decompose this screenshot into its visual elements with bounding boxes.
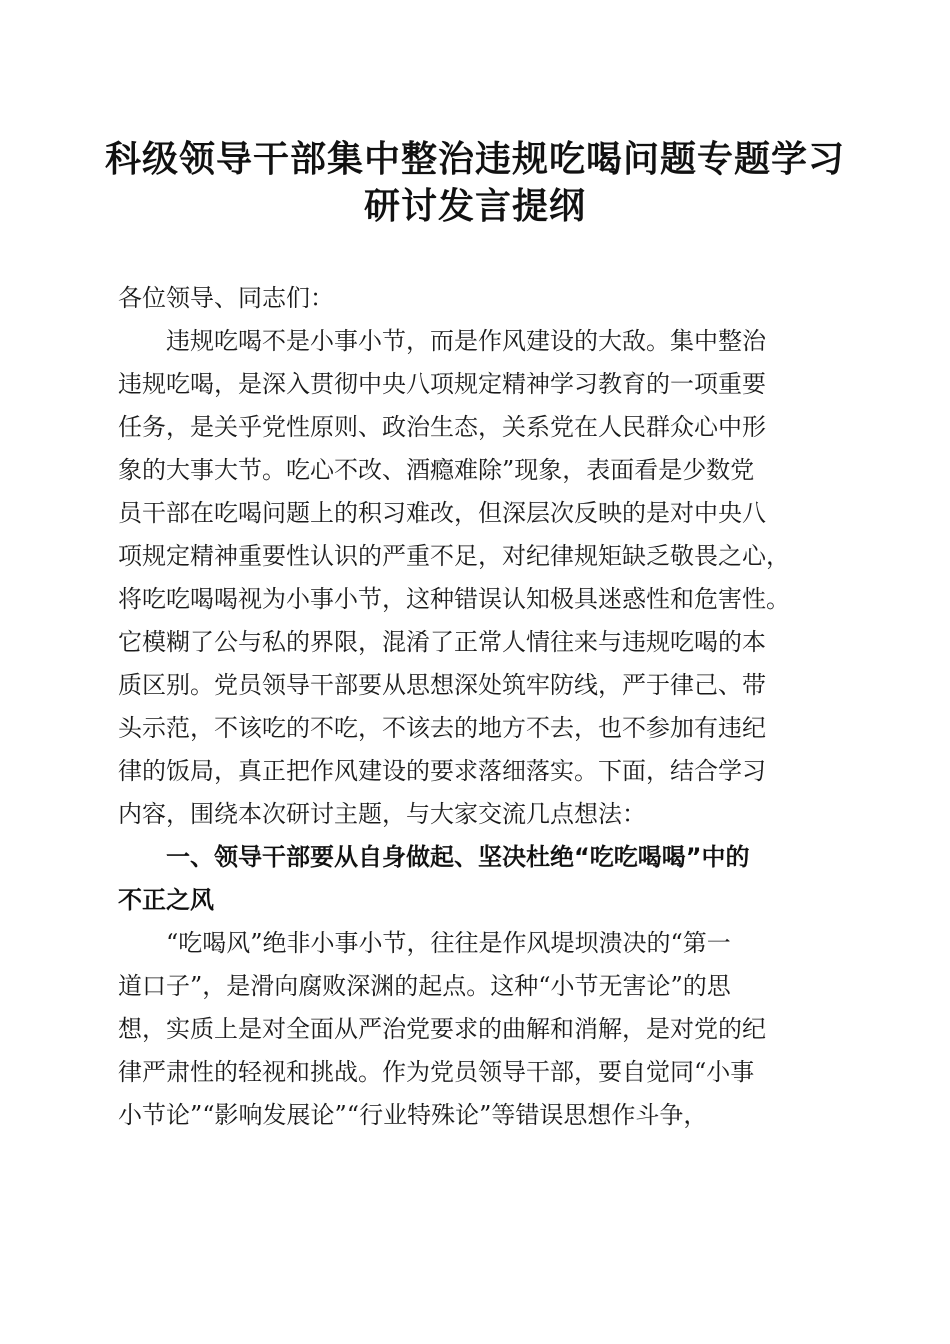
- intro-line-9: 质区别。党员领导干部要从思想深处筑牢防线，严于律己、带: [118, 671, 766, 699]
- section-1-line-5: 小节论”“影响发展论”“行业特殊论”等错误思想作斗争，: [118, 1101, 708, 1129]
- intro-line-5: 员干部在吃喝问题上的积习难改，但深层次反映的是对中央八: [118, 499, 766, 527]
- document-title-line-2: 研讨发言提纲: [363, 185, 586, 227]
- intro-line-2: 违规吃喝，是深入贯彻中央八项规定精神学习教育的一项重要: [118, 370, 766, 398]
- intro-line-3: 任务，是关乎党性原则、政治生态，关系党在人民群众心中形: [118, 413, 766, 441]
- section-1-line-4: 律严肃性的轻视和挑战。作为党员领导干部，要自觉同“小事: [118, 1058, 755, 1086]
- salutation: 各位领导、同志们：: [118, 284, 334, 312]
- section-1-line-3: 想，实质上是对全面从严治党要求的曲解和消解，是对党的纪: [118, 1015, 766, 1043]
- intro-line-6: 项规定精神重要性认识的严重不足，对纪律规矩缺乏敬畏之心，: [118, 542, 790, 570]
- intro-line-8: 它模糊了公与私的界限，混淆了正常人情往来与违规吃喝的本: [118, 628, 766, 656]
- section-1-line-1: “吃喝风”绝非小事小节，往往是作风堤坝溃决的“第一: [166, 929, 731, 957]
- intro-line-7: 将吃吃喝喝视为小事小节，这种错误认知极具迷惑性和危害性。: [118, 585, 790, 613]
- document-title-line-1: 科级领导干部集中整治违规吃喝问题专题学习: [104, 138, 845, 180]
- section-1-line-2: 道口子”，是滑向腐败深渊的起点。这种“小节无害论”的思: [118, 972, 731, 1000]
- intro-line-11: 律的饭局，真正把作风建设的要求落细落实。下面，结合学习: [118, 757, 766, 785]
- intro-line-12: 内容，围绕本次研讨主题，与大家交流几点想法：: [118, 800, 646, 828]
- intro-line-4: 象的大事大节。吃心不改、酒瘾难除”现象，表面看是少数党: [118, 456, 755, 484]
- intro-line-1: 违规吃喝不是小事小节，而是作风建设的大敌。集中整治: [166, 327, 766, 355]
- section-1-heading-line-1: 一、领导干部要从自身做起、坚决杜绝“吃吃喝喝”中的: [166, 843, 750, 871]
- intro-line-10: 头示范，不该吃的不吃，不该去的地方不去，也不参加有违纪: [118, 714, 766, 742]
- section-1-heading-line-2: 不正之风: [118, 886, 214, 914]
